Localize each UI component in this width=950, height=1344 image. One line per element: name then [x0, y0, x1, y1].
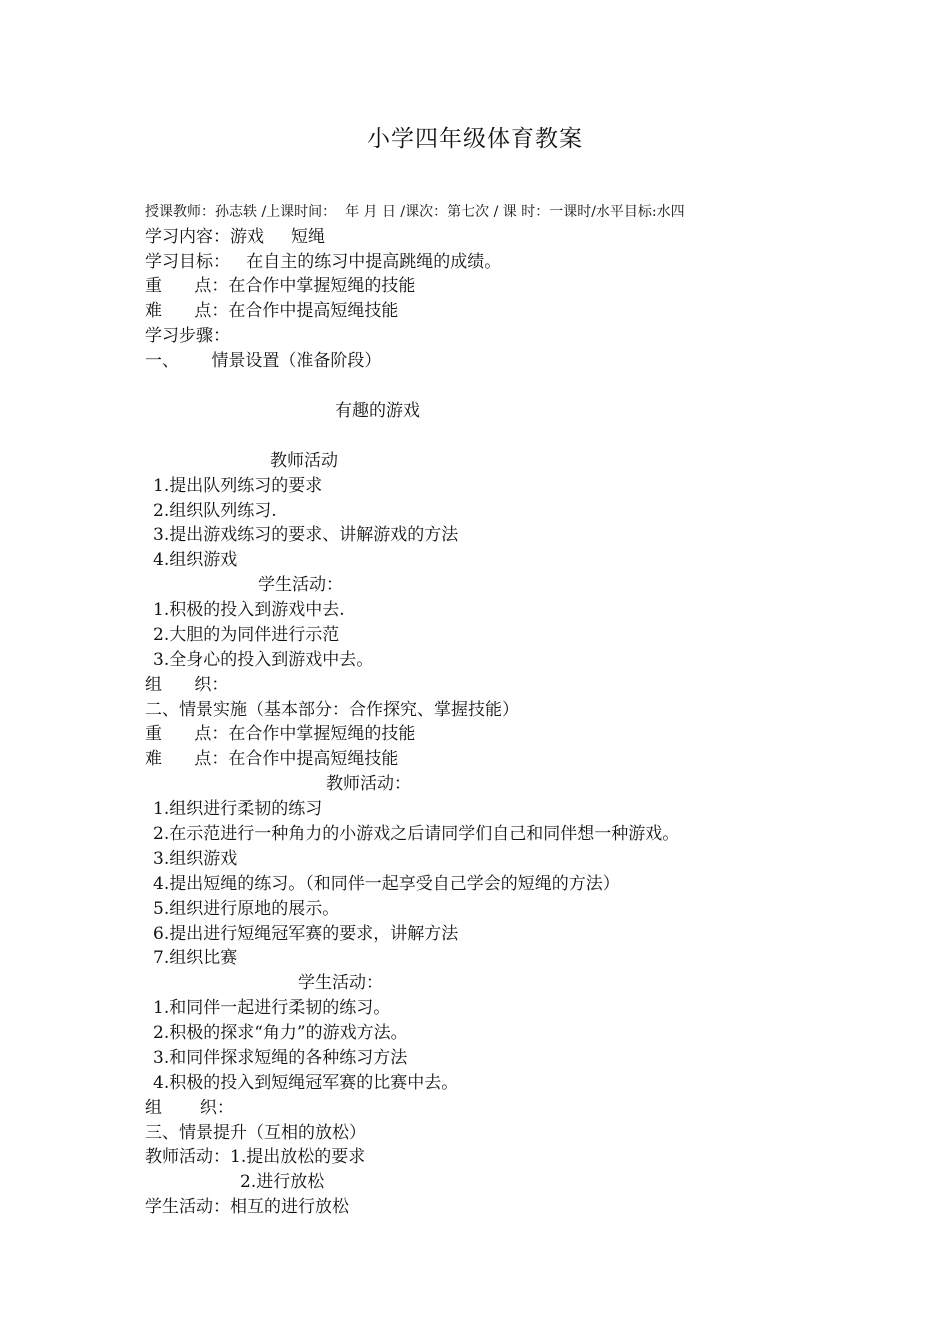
section-1-student-label: 学生活动：	[258, 575, 343, 595]
list-item: 3.全身心的投入到游戏中去。	[153, 650, 374, 670]
list-item: 2.在示范进行一种角力的小游戏之后请同学们自己和同伴想一种游戏。	[153, 824, 680, 844]
list-item: 4.提出短绳的练习。（和同伴一起享受自己学会的短绳的方法）	[153, 874, 620, 894]
list-item: 4.积极的投入到短绳冠军赛的比赛中去。	[153, 1073, 459, 1093]
lesson-meta: 授课教师：孙志轶 /上课时间： 年 月 日 /课次：第七次 / 课 时：一课时/水平目标:水四	[145, 204, 685, 220]
list-item: 7.组织比赛	[153, 948, 238, 968]
list-item: 1.提出队列练习的要求	[153, 476, 323, 496]
list-item: 3.提出游戏练习的要求、讲解游戏的方法	[153, 525, 459, 545]
section-1-subtitle: 有趣的游戏	[335, 401, 420, 421]
section-2-difficult-point: 难 点：在合作中提高短绳技能	[145, 749, 399, 769]
section-2-student-label: 学生活动：	[298, 973, 383, 993]
section-3-student-line: 学生活动：相互的进行放松	[145, 1197, 349, 1217]
steps-label: 学习步骤：	[145, 326, 230, 346]
section-2-org-label: 组 织：	[145, 1098, 234, 1118]
section-2-key-point: 重 点：在合作中掌握短绳的技能	[145, 724, 416, 744]
list-item: 2.积极的探求“角力”的游戏方法。	[153, 1023, 408, 1043]
section-3-heading: 三、情景提升（互相的放松）	[145, 1123, 366, 1143]
list-item: 3.组织游戏	[153, 849, 238, 869]
section-2-teacher-label: 教师活动：	[326, 774, 411, 794]
list-item: 2.大胆的为同伴进行示范	[153, 625, 340, 645]
list-item: 1.积极的投入到游戏中去.	[153, 600, 345, 620]
key-point: 重 点：在合作中掌握短绳的技能	[145, 276, 416, 296]
section-1-teacher-label: 教师活动	[270, 451, 338, 471]
section-1-heading: 一、 情景设置（准备阶段）	[145, 351, 382, 371]
learning-goal: 学习目标： 在自主的练习中提高跳绳的成绩。	[145, 252, 502, 272]
list-item: 3.和同伴探求短绳的各种练习方法	[153, 1048, 408, 1068]
list-item: 1.和同伴一起进行柔韧的练习。	[153, 998, 391, 1018]
section-3-teacher-line-1: 教师活动：1.提出放松的要求	[145, 1147, 366, 1167]
difficult-point: 难 点：在合作中提高短绳技能	[145, 301, 399, 321]
list-item: 6.提出进行短绳冠军赛的要求，讲解方法	[153, 924, 459, 944]
learning-content: 学习内容：游戏 短绳	[145, 227, 326, 247]
list-item: 4.组织游戏	[153, 550, 238, 570]
list-item: 2.组织队列练习.	[153, 501, 277, 521]
document-title: 小学四年级体育教案	[367, 126, 583, 152]
section-2-heading: 二、情景实施（基本部分：合作探究、掌握技能）	[145, 700, 519, 720]
section-3-teacher-line-2: 2.进行放松	[240, 1172, 325, 1192]
list-item: 5.组织进行原地的展示。	[153, 899, 340, 919]
section-1-org-label: 组 织：	[145, 675, 229, 695]
list-item: 1.组织进行柔韧的练习	[153, 799, 323, 819]
